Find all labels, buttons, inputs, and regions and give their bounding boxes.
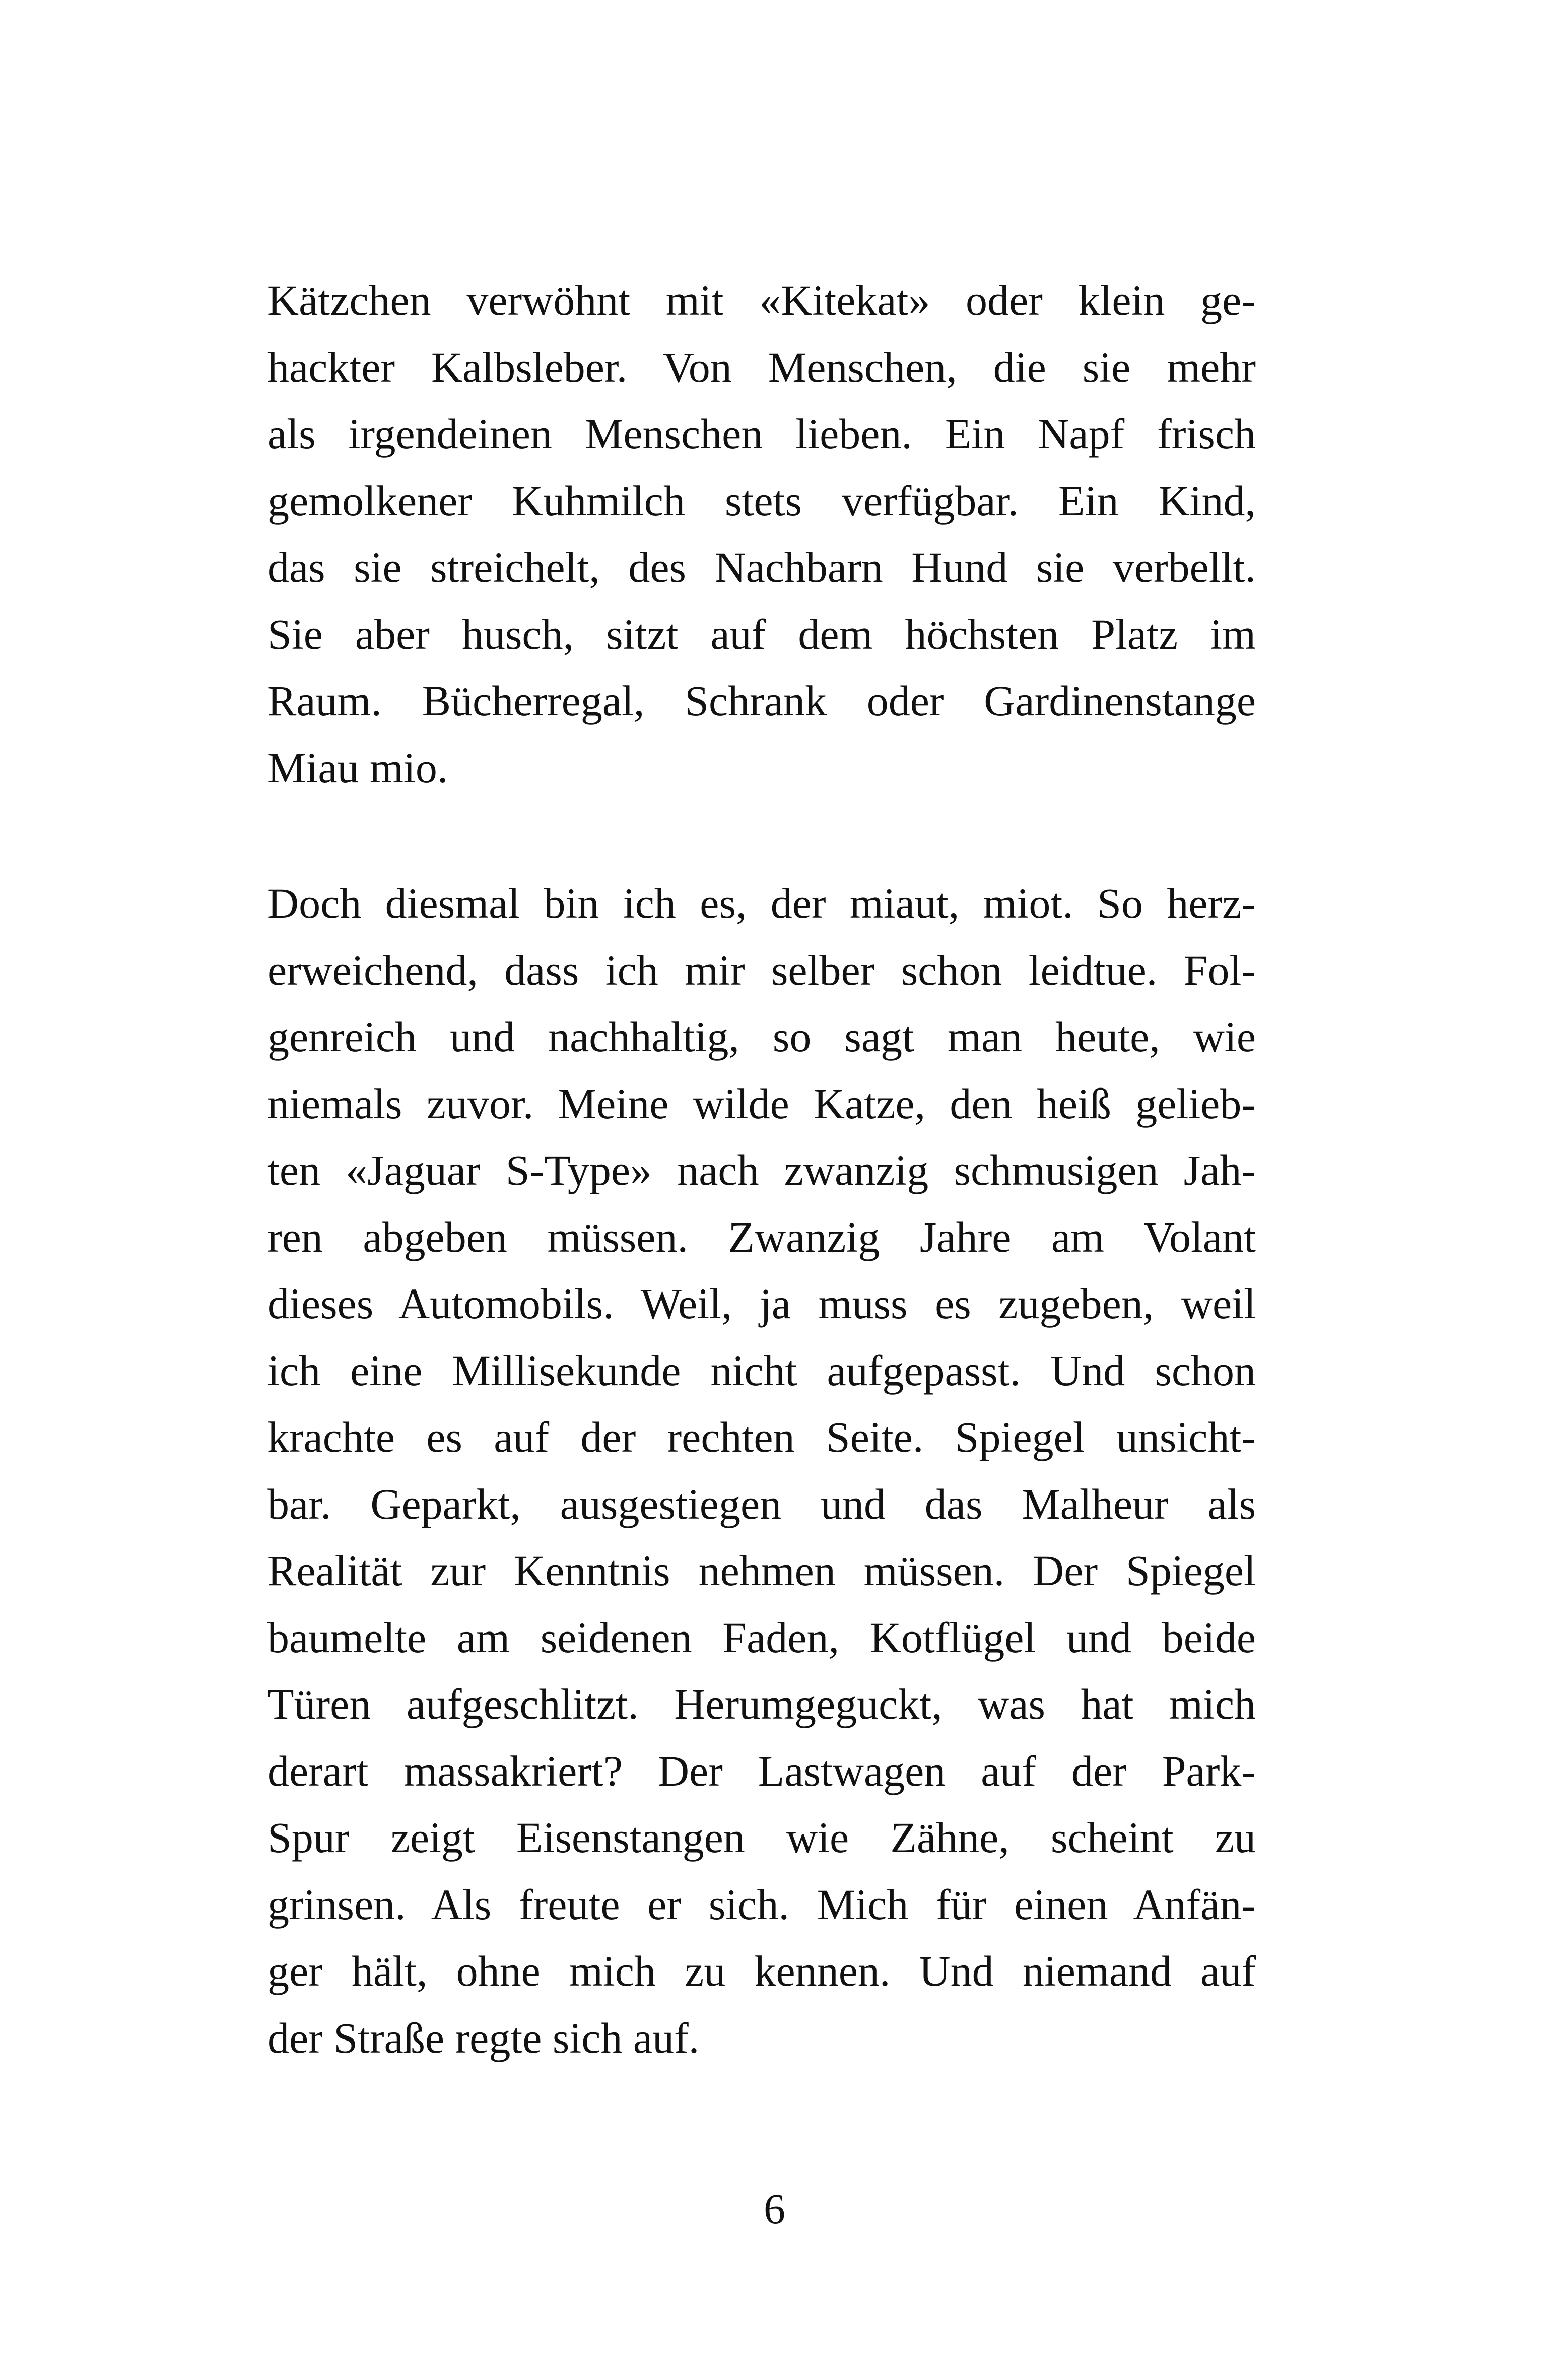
- text-line: Realität zur Kenntnis nehmen müssen. Der Spiegel: [267, 1546, 1256, 1595]
- text-line: krachte es auf der rechten Seite. Spiegel unsicht-: [267, 1413, 1256, 1461]
- text-line: bar. Geparkt, ausgestiegen und das Malheur als: [267, 1479, 1256, 1528]
- text-line: Doch diesmal bin ich es, der miaut, miot. So herz-: [267, 879, 1256, 927]
- text-line: hackter Kalbsleber. Von Menschen, die sie mehr: [267, 343, 1256, 391]
- text-line: Miau mio.: [267, 743, 448, 792]
- text-line: Türen aufgeschlitzt. Herumgeguckt, was hat mich: [267, 1680, 1256, 1728]
- paragraph-1: [267, 267, 1256, 801]
- text-line: ich eine Millisekunde nicht aufgepasst. Und schon: [267, 1346, 1256, 1395]
- text-line: dieses Automobils. Weil, ja muss es zugeben, weil: [267, 1279, 1256, 1328]
- text-line: erweichend, dass ich mir selber schon leidtue. Fol-: [267, 945, 1256, 994]
- text-line: genreich und nachhaltig, so sagt man heute, wie: [267, 1012, 1256, 1061]
- text-line: Raum. Bücherregal, Schrank oder Gardinenstange: [267, 676, 1256, 725]
- text-line: ren abgeben müssen. Zwanzig Jahre am Volant: [267, 1212, 1256, 1261]
- text-line: das sie streichelt, des Nachbarn Hund sie verbellt.: [267, 543, 1256, 591]
- text-line: derart massakriert? Der Lastwagen auf der Park-: [267, 1746, 1256, 1795]
- text-line: Spur zeigt Eisenstangen wie Zähne, scheint zu: [267, 1813, 1256, 1862]
- text-line: Kätzchen verwöhnt mit «Kitekat» oder klein ge-: [267, 276, 1256, 324]
- text-line: als irgendeinen Menschen lieben. Ein Napf frisch: [267, 410, 1256, 458]
- text-line: grinsen. Als freute er sich. Mich für einen Anfän-: [267, 1880, 1256, 1929]
- text-line: Sie aber husch, sitzt auf dem höchsten Platz im: [267, 609, 1256, 658]
- text-line: der Straße regte sich auf.: [267, 2013, 700, 2062]
- text-line: ger hält, ohne mich zu kennen. Und niemand auf: [267, 1947, 1256, 1995]
- text-line: baumelte am seidenen Faden, Kotflügel und beide: [267, 1613, 1256, 1662]
- text-line: ten «Jaguar S-Type» nach zwanzig schmusigen Jah-: [267, 1146, 1256, 1194]
- paragraph-2: [267, 870, 1256, 2071]
- text-line: niemals zuvor. Meine wilde Katze, den heiß gelieb-: [267, 1079, 1256, 1128]
- text-line: gemolkener Kuhmilch stets verfügbar. Ein Kind,: [267, 476, 1256, 525]
- page-number: 6: [764, 2185, 785, 2233]
